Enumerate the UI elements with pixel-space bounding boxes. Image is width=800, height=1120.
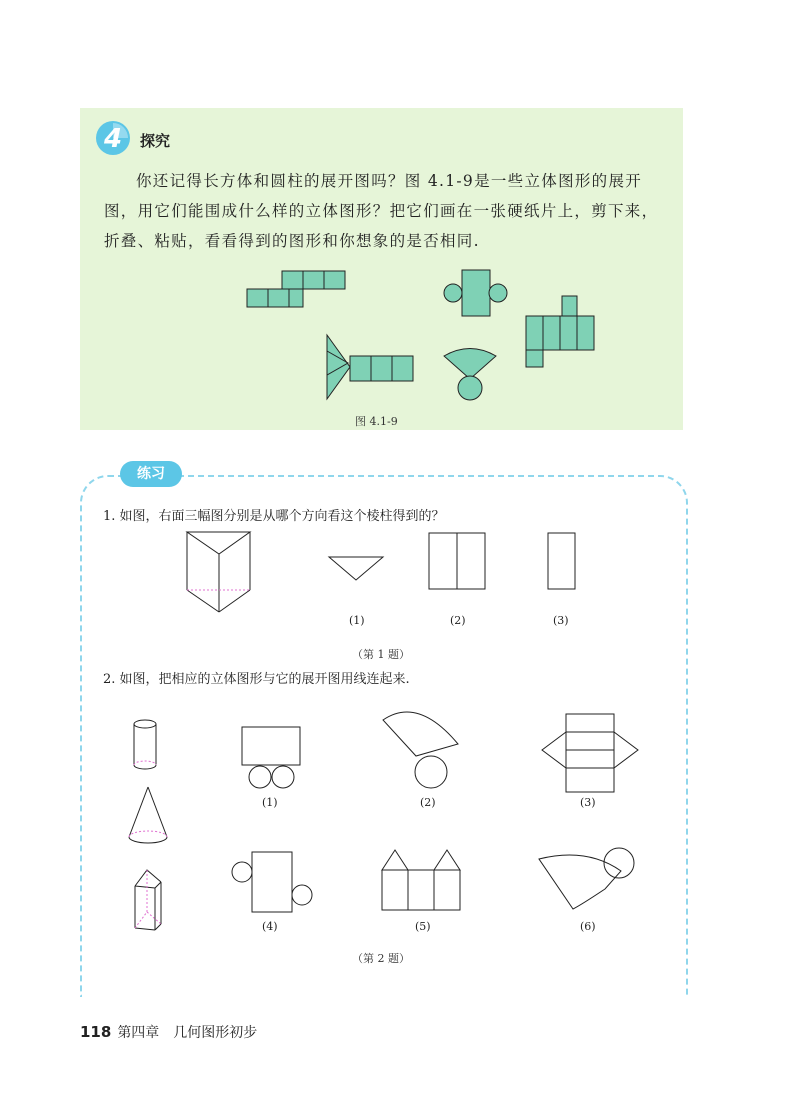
figure-caption: 图 4.1-9 [355, 415, 398, 428]
net-option-1 [240, 725, 304, 791]
explore-badge-icon [95, 120, 131, 156]
page-footer [80, 1022, 257, 1042]
net-option-5 [380, 848, 462, 914]
view-3-rectangle [547, 532, 577, 592]
explore-paragraph: 你还记得长方体和圆柱的展开图吗？图 4.1-9是一些立体图形的展开图，用它们能围成什么样的立体图形？把它们画在一张硬纸片上，剪下来，折叠、粘贴，看看得到的图形和你想象的是否相同. [104, 172, 659, 250]
q2-label-1: (1) [262, 796, 278, 809]
net-option-4 [230, 850, 316, 916]
net-option-2 [378, 698, 468, 788]
net-e [444, 349, 496, 401]
cylinder-solid [130, 718, 160, 774]
q2-caption: （第 2 题） [352, 952, 410, 965]
q1-label-1: (1) [349, 614, 365, 627]
question-1: 1. 如图，右面三幅图分别是从哪个方向看这个棱柱得到的？ [103, 509, 445, 524]
triangular-prism [185, 528, 265, 618]
q1-label-2: (2) [450, 614, 466, 627]
q2-label-6: (6) [580, 920, 596, 933]
net-d [327, 335, 413, 399]
net-a [247, 271, 345, 307]
question-2: 2. 如图，把相应的立体图形与它的展开图用线连起来. [103, 672, 410, 687]
cone-solid [126, 785, 170, 847]
net-option-3 [538, 710, 642, 794]
practice-tab: 练习 [120, 461, 182, 487]
q2-label-3: (3) [580, 796, 596, 809]
q1-label-3: (3) [553, 614, 569, 627]
net-b [444, 270, 507, 316]
net-c [526, 296, 594, 367]
explore-badge-number: 4 [103, 124, 123, 154]
view-2-rectangles [428, 532, 488, 592]
view-1-triangle [328, 556, 384, 582]
chapter-title: 第四章 几何图形初步 [117, 1025, 258, 1041]
explore-section [80, 108, 683, 430]
q2-label-4: (4) [262, 920, 278, 933]
q1-caption: （第 1 题） [352, 648, 410, 661]
q2-label-5: (5) [415, 920, 431, 933]
figure-4-1-9 [240, 263, 610, 483]
page-number: 118 [80, 1023, 112, 1041]
explore-title: 探究 [140, 132, 171, 150]
q2-label-2: (2) [420, 796, 436, 809]
pentagonal-prism-solid [133, 868, 165, 934]
net-option-6 [535, 845, 639, 915]
